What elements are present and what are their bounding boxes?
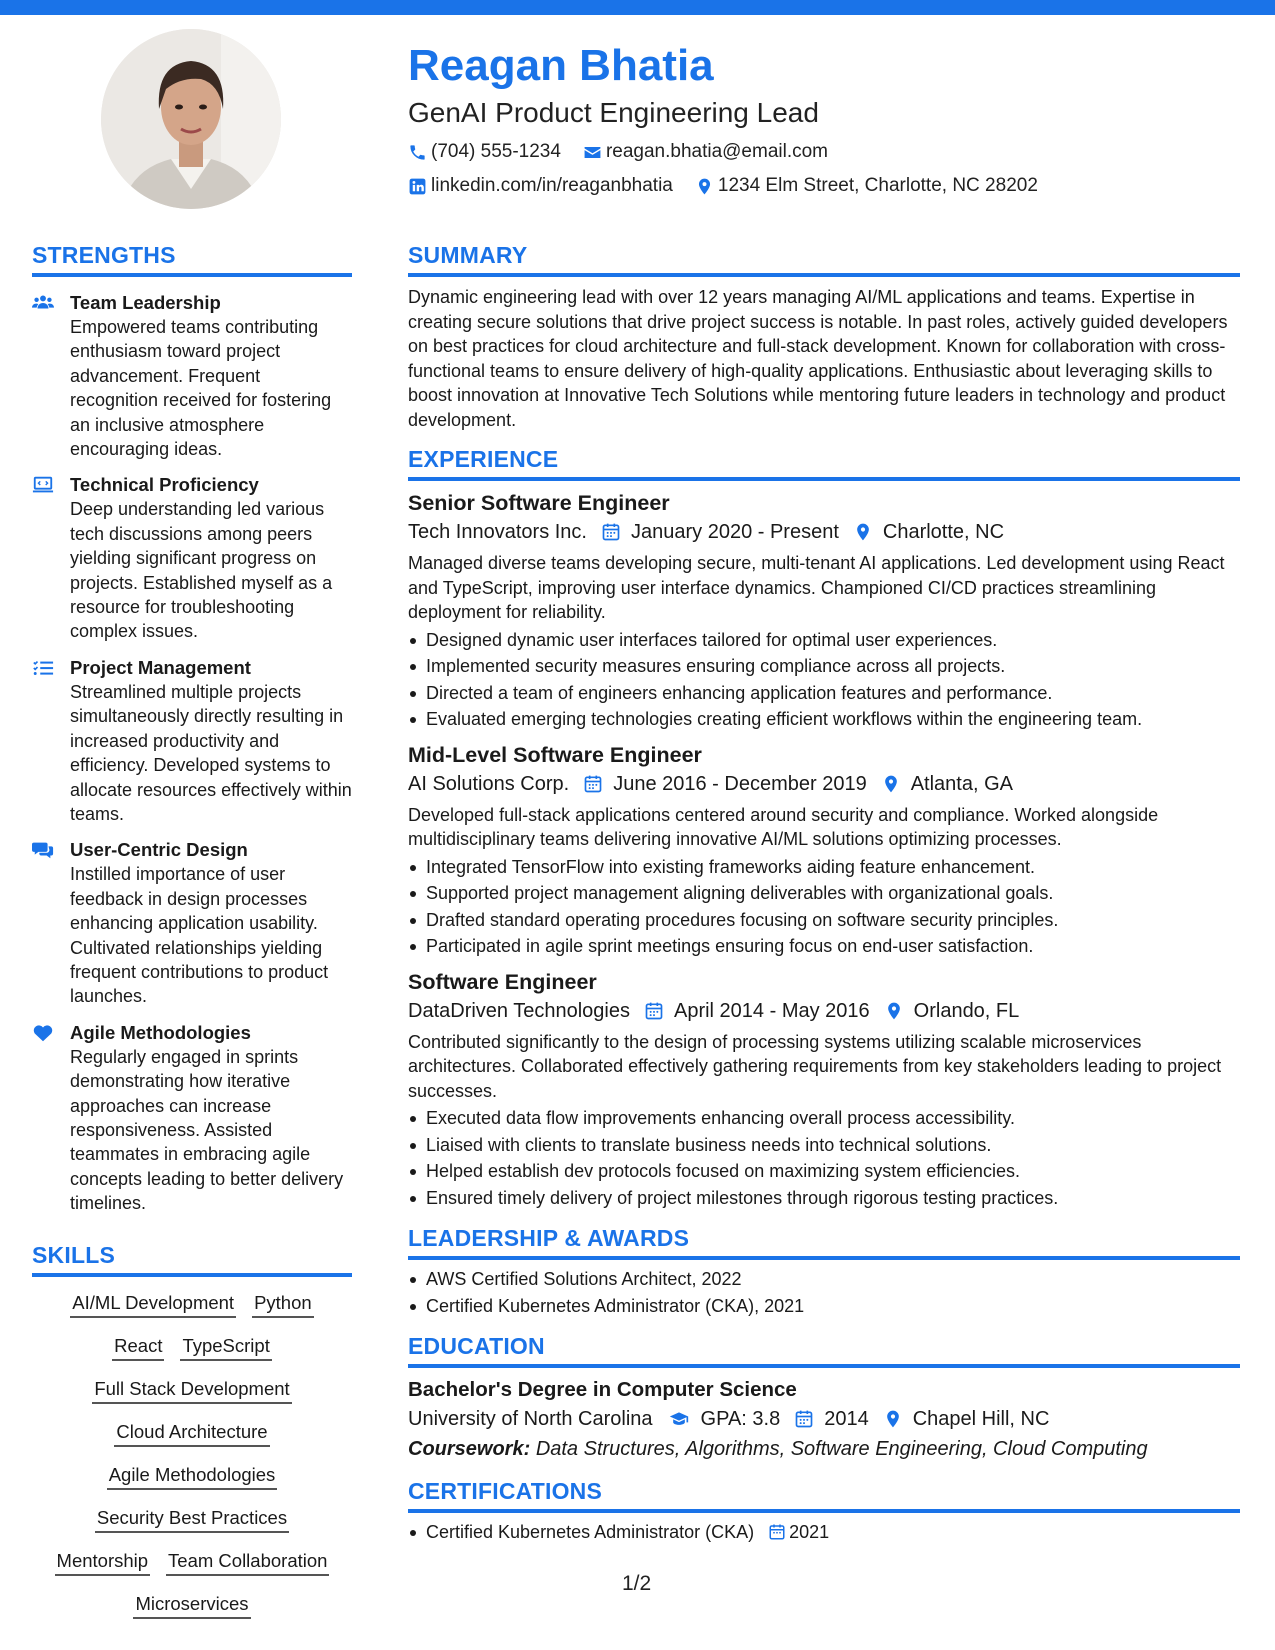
- strengths-section: [32, 240, 352, 1216]
- skill-tag: AI/ML Development: [70, 1289, 236, 1318]
- list-check-icon: [32, 658, 54, 678]
- calendar-icon: [768, 1523, 786, 1541]
- coursework: [408, 1434, 1240, 1464]
- job-bullet: Implemented security measures ensuring compliance across all projects.: [408, 653, 1240, 680]
- awards-heading: LEADERSHIP & AWARDS: [408, 1223, 1240, 1260]
- skill-tag: Agile Methodologies: [107, 1461, 278, 1490]
- job-bullets: [408, 854, 1240, 960]
- experience-heading: EXPERIENCE: [408, 444, 1240, 481]
- strength-title: Agile Methodologies: [70, 1021, 251, 1043]
- skills-list: [32, 1289, 352, 1619]
- map-pin-icon: [881, 774, 901, 794]
- address-contact: [695, 175, 1038, 197]
- map-pin-icon: [853, 522, 873, 542]
- job-description: Contributed significantly to the design of processing systems utilizing scalable microservices architectures. Collaborated effectively gathering requirements from key stakeholders leading to project successes.: [408, 1031, 1222, 1101]
- certification-year: 2021: [789, 1522, 830, 1542]
- strength-item: [32, 473, 352, 643]
- job-meta: [408, 996, 1240, 1026]
- graduation-cap-icon: [667, 1409, 691, 1429]
- map-pin-icon: [883, 1409, 903, 1429]
- job-description: Developed full-stack applications centered around security and compliance. Worked alongside multidisciplinary teams delivering innovative AI/ML solutions optimizing processes.: [408, 804, 1159, 849]
- certifications-heading: CERTIFICATIONS: [408, 1476, 1240, 1513]
- job-bullets: [408, 1105, 1240, 1211]
- skill-tag: React: [112, 1332, 164, 1361]
- job-dates: April 2014 - May 2016: [673, 999, 870, 1022]
- job-bullets: [408, 627, 1240, 733]
- resume-header: [408, 40, 1228, 202]
- map-pin-icon: [695, 177, 714, 196]
- school-location: Chapel Hill, NC: [912, 1408, 1050, 1430]
- strength-desc: Streamlined multiple projects simultaneously directly resulting in increased productivity and efficiency. Developed systems to allocate resources effectively within teams.: [70, 681, 352, 824]
- job-entry: [408, 741, 1240, 960]
- coursework-text: Data Structures, Algorithms, Software Engineering, Cloud Computing: [535, 1438, 1148, 1460]
- education-heading: EDUCATION: [408, 1331, 1240, 1368]
- job-company: AI Solutions Corp.: [408, 772, 570, 795]
- linkedin-contact[interactable]: [408, 175, 673, 197]
- graduation-year: 2014: [824, 1408, 869, 1430]
- phone-icon: [408, 143, 427, 162]
- certifications-section: [408, 1476, 1240, 1546]
- strength-title: Team Leadership: [70, 292, 221, 313]
- strength-title: Technical Proficiency: [70, 474, 259, 496]
- skill-tag: TypeScript: [180, 1332, 271, 1361]
- job-bullet: Executed data flow improvements enhancing overall process accessibility.: [408, 1105, 1240, 1132]
- award-item: Certified Kubernetes Administrator (CKA), 2021: [408, 1293, 1240, 1320]
- left-column: [32, 240, 352, 1631]
- job-entry: [408, 968, 1240, 1212]
- strength-item: [32, 656, 352, 826]
- gpa: GPA: 3.8: [700, 1408, 781, 1430]
- skills-heading: SKILLS: [32, 1240, 352, 1277]
- strengths-heading: STRENGTHS: [32, 240, 352, 277]
- job-location: Atlanta, GA: [910, 772, 1013, 795]
- skill-tag: Security Best Practices: [95, 1504, 289, 1533]
- summary-section: [408, 240, 1240, 432]
- awards-section: [408, 1223, 1240, 1319]
- map-pin-icon: [884, 1001, 904, 1021]
- skill-tag: Mentorship: [55, 1547, 151, 1576]
- skill-tag: Team Collaboration: [166, 1547, 329, 1576]
- calendar-icon: [644, 1001, 664, 1021]
- comments-icon: [32, 840, 54, 860]
- awards-list: [408, 1266, 1240, 1319]
- strengths-list: [32, 291, 352, 1216]
- job-bullet: Helped establish dev protocols focused on maximizing system efficiencies.: [408, 1158, 1240, 1185]
- job-bullet: Ensured timely delivery of project milestones through rigorous testing practices.: [408, 1185, 1240, 1212]
- strength-title: Project Management: [70, 656, 251, 678]
- strength-desc: Regularly engaged in sprints demonstrating how iterative approaches can increase responsiveness. Assisted teammates in embracing agile concepts leading to better delivery timelines.: [70, 1046, 344, 1214]
- job-title: Mid-Level Software Engineer: [408, 742, 702, 767]
- education-meta: [408, 1404, 1240, 1434]
- strength-title: User-Centric Design: [70, 839, 248, 861]
- laptop-code-icon: [32, 475, 54, 495]
- calendar-icon: [601, 522, 621, 542]
- job-bullet: Liaised with clients to translate business needs into technical solutions.: [408, 1132, 1240, 1159]
- calendar-icon: [794, 1409, 814, 1429]
- job-bullet: Designed dynamic user interfaces tailored for optimal user experiences.: [408, 627, 1240, 654]
- strength-item: [32, 291, 352, 461]
- job-bullet: Evaluated emerging technologies creating efficient workflows within the engineering team.: [408, 706, 1240, 733]
- job-company: DataDriven Technologies: [408, 999, 630, 1022]
- envelope-icon: [583, 143, 602, 162]
- skills-section: [32, 1240, 352, 1619]
- coursework-label: Coursework:: [408, 1438, 531, 1460]
- job-bullet: Participated in agile sprint meetings ensuring focus on end-user satisfaction.: [408, 933, 1240, 960]
- certification-item: [408, 1519, 1240, 1546]
- linkedin-text: linkedin.com/in/reaganbhatia: [431, 175, 673, 196]
- job-title: Software Engineer: [408, 969, 597, 994]
- linkedin-icon: [408, 177, 427, 196]
- certifications-list: [408, 1519, 1240, 1546]
- job-dates: January 2020 - Present: [630, 521, 839, 543]
- job-bullet: Directed a team of engineers enhancing application features and performance.: [408, 680, 1240, 707]
- profile-photo: [101, 29, 281, 209]
- job-description: Managed diverse teams developing secure, multi-tenant AI applications. Led development using React and TypeScript, improving user interface dynamics. Championed CI/CD practices streamlining deployment for reliability.: [408, 553, 1225, 622]
- strength-item: [32, 838, 352, 1008]
- address-text: 1234 Elm Street, Charlotte, NC 28202: [717, 175, 1038, 196]
- job-company: Tech Innovators Inc.: [408, 521, 587, 543]
- education-section: [408, 1331, 1240, 1464]
- users-icon: [32, 293, 54, 313]
- school-name: University of North Carolina: [408, 1408, 653, 1430]
- heart-icon: [32, 1023, 54, 1043]
- candidate-name: Reagan Bhatia: [408, 41, 714, 90]
- strength-desc: Instilled importance of user feedback in design processes enhancing application usability. Cultivated relationships yielding frequent contributions to product launches.: [70, 864, 329, 1007]
- job-location: Orlando, FL: [913, 999, 1020, 1022]
- job-bullet: Supported project management aligning deliverables with organizational goals.: [408, 880, 1240, 907]
- job-bullet: Drafted standard operating procedures focusing on software security principles.: [408, 907, 1240, 934]
- skill-tag: Full Stack Development: [92, 1375, 291, 1404]
- phone-text: (704) 555-1234: [431, 141, 561, 162]
- strength-desc: Deep understanding led various tech discussions among peers yielding significant progress on projects. Established myself as a resource for troubleshooting complex issues.: [70, 499, 333, 642]
- phone-contact: [408, 141, 561, 163]
- skill-tag: Cloud Architecture: [114, 1418, 269, 1447]
- strength-item: [32, 1021, 352, 1216]
- summary-text: Dynamic engineering lead with over 12 years managing AI/ML applications and teams. Expertise in creating secure solutions that drive project success is notable. In past roles, actively guided developers on best practices for cloud architecture and full-stack development. Known for collaboration with cross-functional teams to ensure delivery of high-quality applications. Enthusiastic about leveraging skills to boost innovation at Innovative Tech Solutions while mentoring future leaders in technology and product development.: [408, 287, 1228, 430]
- experience-section: [408, 444, 1240, 1211]
- job-meta: [408, 769, 1240, 799]
- top-accent-bar: [0, 0, 1275, 15]
- degree-title: Bachelor's Degree in Computer Science: [408, 1378, 797, 1401]
- skill-tag: Python: [252, 1289, 314, 1318]
- strength-desc: Empowered teams contributing enthusiasm toward project advancement. Frequent recognition received for fostering an inclusive atmosphere encouraging ideas.: [70, 317, 332, 460]
- job-meta: [408, 517, 1240, 547]
- email-contact[interactable]: [583, 141, 828, 163]
- right-column: [408, 240, 1240, 1558]
- summary-heading: SUMMARY: [408, 240, 1240, 277]
- candidate-role: GenAI Product Engineering Lead: [408, 97, 819, 128]
- skill-tag: Microservices: [133, 1590, 250, 1619]
- job-entry: [408, 489, 1240, 733]
- job-bullet: Integrated TensorFlow into existing frameworks aiding feature enhancement.: [408, 854, 1240, 881]
- job-dates: June 2016 - December 2019: [613, 772, 867, 795]
- page-number: 1/2: [622, 1572, 652, 1595]
- job-title: Senior Software Engineer: [408, 491, 670, 515]
- award-item: AWS Certified Solutions Architect, 2022: [408, 1266, 1240, 1293]
- job-location: Charlotte, NC: [882, 521, 1005, 543]
- email-text: reagan.bhatia@email.com: [605, 141, 829, 162]
- certification-name: Certified Kubernetes Administrator (CKA): [426, 1522, 755, 1542]
- calendar-icon: [583, 774, 603, 794]
